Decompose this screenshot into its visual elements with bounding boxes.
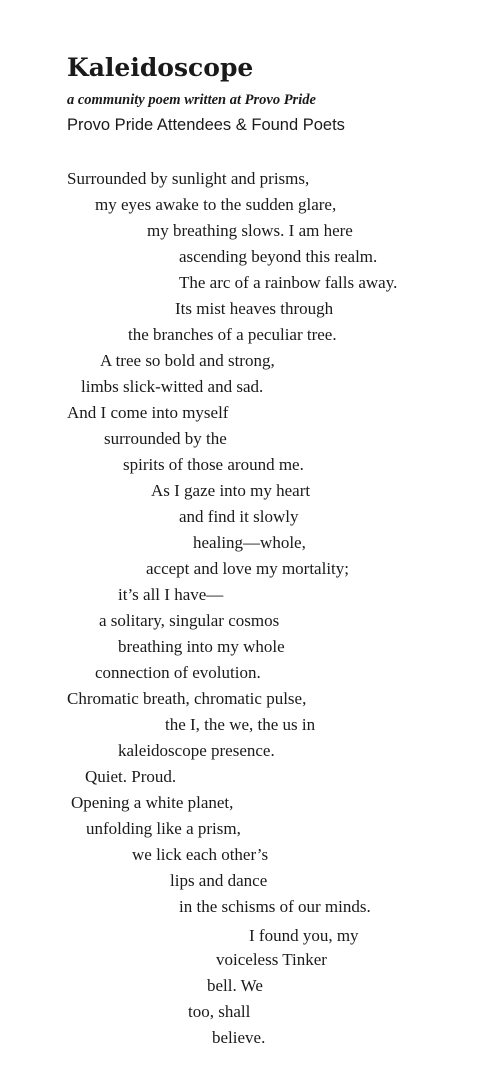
poem-line: Chromatic breath, chromatic pulse,	[67, 689, 307, 708]
poem-line: my eyes awake to the sudden glare,	[95, 195, 337, 214]
poem-line: the branches of a peculiar tree.	[128, 325, 337, 344]
poem-line: and find it slowly	[179, 507, 299, 526]
poem-line: ascending beyond this realm.	[179, 247, 378, 266]
poem-line: connection of evolution.	[95, 663, 261, 682]
poem-line: healing—whole,	[193, 533, 306, 552]
poem-line: kaleidoscope presence.	[118, 741, 275, 760]
poem-line: too, shall	[188, 1002, 251, 1021]
poem-line: accept and love my mortality;	[146, 559, 349, 578]
poem-line: my breathing slows. I am here	[147, 221, 353, 240]
poem-line: spirits of those around me.	[123, 455, 304, 474]
poem-title: Kaleidoscope	[67, 53, 254, 82]
poem-line: breathing into my whole	[118, 637, 285, 656]
poem-line: And I come into myself	[67, 403, 229, 422]
poem-line: voiceless Tinker	[216, 950, 327, 969]
poem-line: Its mist heaves through	[175, 299, 334, 318]
poem-line: unfolding like a prism,	[86, 819, 241, 838]
poem-line: Opening a white planet,	[71, 793, 234, 812]
poem-line: we lick each other’s	[132, 845, 269, 864]
poem-line: A tree so bold and strong,	[100, 351, 275, 370]
poem-line: in the schisms of our minds.	[179, 897, 371, 916]
poem-line: I found you, my	[249, 926, 359, 945]
poem-line: lips and dance	[170, 871, 268, 890]
poem-line: the I, the we, the us in	[165, 715, 316, 734]
poem-line: it’s all I have—	[118, 585, 224, 604]
poem-line: Quiet. Proud.	[85, 767, 177, 786]
poem-line: As I gaze into my heart	[151, 481, 311, 500]
poem-line: The arc of a rainbow falls away.	[179, 273, 398, 292]
poem-line: limbs slick-witted and sad.	[81, 377, 264, 396]
poem-line: a solitary, singular cosmos	[99, 611, 280, 630]
poem-line: surrounded by the	[104, 429, 227, 448]
poem-line: believe.	[212, 1028, 266, 1047]
poem-line: bell. We	[207, 976, 263, 995]
poem-author: Provo Pride Attendees & Found Poets	[67, 116, 345, 134]
poem-line: Surrounded by sunlight and prisms,	[67, 169, 310, 188]
poem-subtitle: a community poem written at Provo Pride	[67, 92, 316, 108]
